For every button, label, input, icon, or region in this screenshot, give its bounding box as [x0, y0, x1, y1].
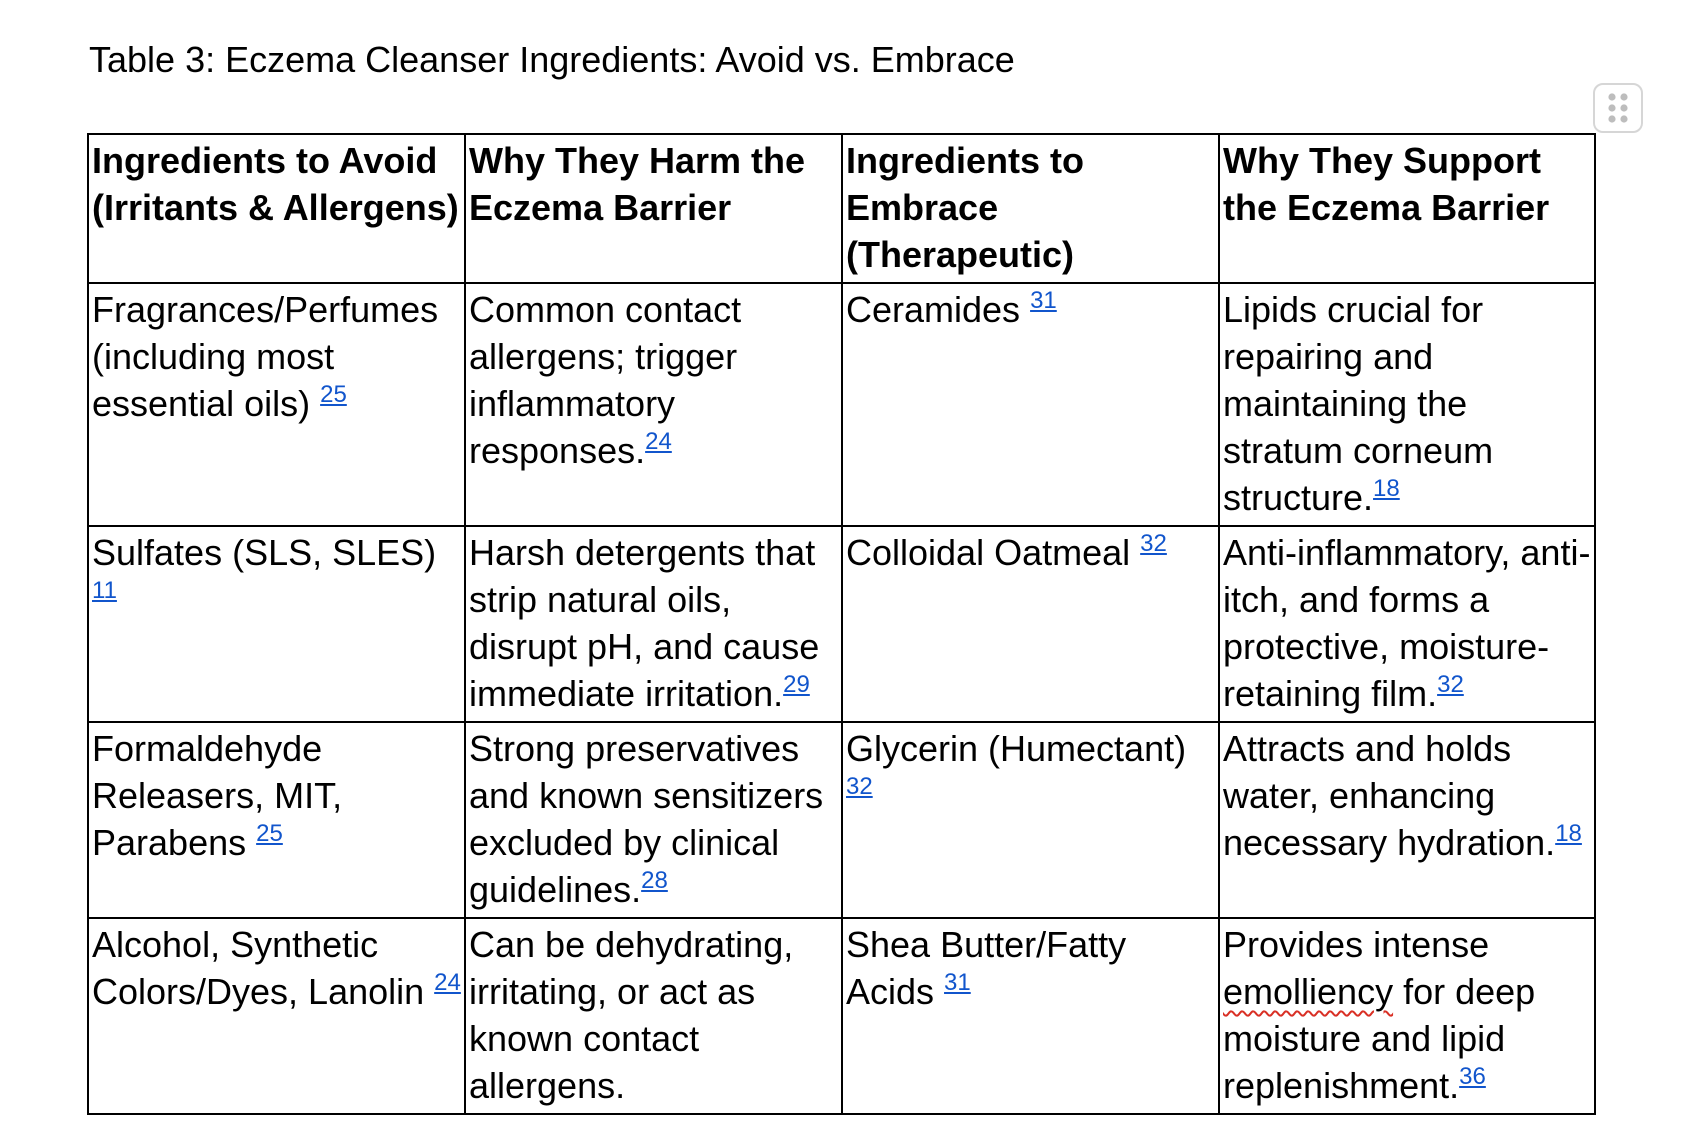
- cell-harm[interactable]: Common contact allergens; trigger inflammatory responses.$^{24}$: [465, 283, 842, 526]
- header-cell-embrace[interactable]: Ingredients to Embrace (Therapeutic): [842, 134, 1219, 283]
- citation-link[interactable]: 32: [1140, 530, 1167, 557]
- cell-support[interactable]: Attracts and holds water, enhancing necessary hydration.$^{18}$: [1219, 722, 1595, 918]
- citation-link[interactable]: 11: [92, 577, 117, 604]
- ingredients-table: [87, 133, 1596, 1115]
- cell-embrace[interactable]: Shea Butter/Fatty Acids $^{31}$: [842, 918, 1219, 1114]
- cell-harm[interactable]: Harsh detergents that strip natural oils, disrupt pH, and cause immediate irritation.$^{29}$: [465, 526, 842, 722]
- cell-harm[interactable]: Can be dehydrating, irritating, or act as known contact allergens.: [465, 918, 842, 1114]
- citation-link[interactable]: 31: [1030, 287, 1057, 314]
- cell-support[interactable]: Provides intense emolliency for deep moisture and lipid replenishment.$^{36}$: [1219, 918, 1595, 1114]
- cell-avoid[interactable]: Sulfates (SLS, SLES) $^{11}$: [88, 526, 465, 722]
- citation-link[interactable]: 32: [1437, 671, 1464, 698]
- cell-embrace[interactable]: Colloidal Oatmeal $^{32}$: [842, 526, 1219, 722]
- citation-link[interactable]: 18: [1555, 820, 1582, 847]
- table-drag-handle[interactable]: [1593, 83, 1643, 133]
- citation-link[interactable]: 25: [256, 820, 283, 847]
- cell-avoid[interactable]: Alcohol, Synthetic Colors/Dyes, Lanolin $^{24}$: [88, 918, 465, 1114]
- cell-support[interactable]: Lipids crucial for repairing and maintaining the stratum corneum structure.$^{18}$: [1219, 283, 1595, 526]
- table-caption: Table 3: Eczema Cleanser Ingredients: Avoid vs. Embrace: [89, 39, 1015, 80]
- cell-avoid[interactable]: Fragrances/Perfumes (including most essential oils) $^{25}$: [88, 283, 465, 526]
- citation-link[interactable]: 25: [320, 381, 347, 408]
- table-row: [88, 722, 1595, 918]
- citation-link[interactable]: 36: [1459, 1063, 1486, 1090]
- table-row: [88, 918, 1595, 1114]
- citation-link[interactable]: 31: [944, 969, 971, 996]
- citation-link[interactable]: 28: [641, 867, 668, 894]
- citation-link[interactable]: 32: [846, 773, 873, 800]
- cell-embrace[interactable]: Glycerin (Humectant) $^{32}$: [842, 722, 1219, 918]
- header-row: [88, 134, 1595, 283]
- cell-harm[interactable]: Strong preservatives and known sensitizers excluded by clinical guidelines.$^{28}$: [465, 722, 842, 918]
- citation-link[interactable]: 24: [645, 428, 672, 455]
- header-cell-avoid[interactable]: Ingredients to Avoid (Irritants & Allergens): [88, 134, 465, 283]
- cell-support[interactable]: Anti-inflammatory, anti-itch, and forms a protective, moisture-retaining film.$^{32}$: [1219, 526, 1595, 722]
- misspelled-word[interactable]: emolliency: [1223, 971, 1394, 1012]
- citation-link[interactable]: 18: [1373, 475, 1400, 502]
- cell-embrace[interactable]: Ceramides $^{31}$: [842, 283, 1219, 526]
- citation-link[interactable]: 29: [783, 671, 810, 698]
- table-row: [88, 283, 1595, 526]
- cell-avoid[interactable]: Formaldehyde Releasers, MIT, Parabens $^{25}$: [88, 722, 465, 918]
- header-cell-harm[interactable]: Why They Harm the Eczema Barrier: [465, 134, 842, 283]
- table-row: [88, 526, 1595, 722]
- citation-link[interactable]: 24: [434, 969, 461, 996]
- header-cell-support[interactable]: Why They Support the Eczema Barrier: [1219, 134, 1595, 283]
- drag-grip-icon: [1595, 85, 1641, 131]
